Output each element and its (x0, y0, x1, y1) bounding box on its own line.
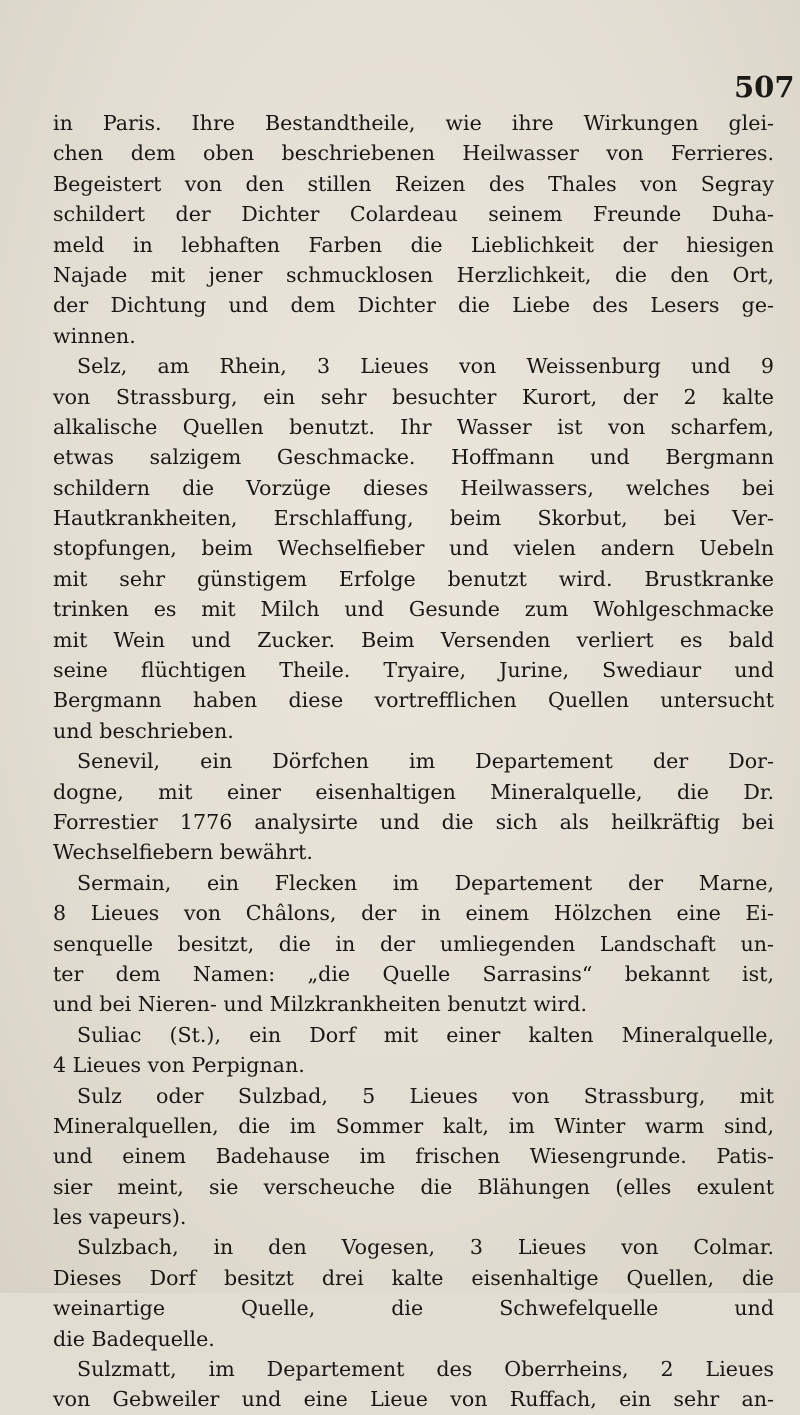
text-line: Begeistert von den stillen Reizen des Thales von Segray (53, 171, 774, 196)
text-line: meld in lebhaften Farben die Lieblichkeit der hiesigen (53, 232, 774, 257)
text-line: der Dichtung und dem Dichter die Liebe des Lesers ge- (53, 293, 774, 318)
text-line: schildert der Dichter Colardeau seinem Freunde Duha- (53, 202, 774, 227)
text-line: Najade mit jener schmucklosen Herzlichkeit, die den Ort, (53, 262, 774, 287)
text-line: die Badequelle. (53, 1326, 215, 1351)
text-line: mit sehr günstigem Erfolge benutzt wird. Brustkranke (53, 566, 774, 591)
text-line: etwas salzigem Geschmacke. Hoffmann und Bergmann (53, 445, 774, 470)
text-line: ter dem Namen: „die Quelle Sarrasins“ bekannt ist, (53, 961, 774, 986)
text-line: Hautkrankheiten, Erschlaffung, beim Skorbut, bei Ver- (53, 506, 774, 531)
text-line: Forrestier 1776 analysirte und die sich als heilkräftig bei (53, 809, 774, 834)
entry-line-sulz: Sulz oder Sulzbad, 5 Lieues von Strassburg, mit (77, 1083, 774, 1108)
text-line: les vapeurs). (53, 1205, 187, 1230)
text-line: und bei Nieren- und Milzkrankheiten benutzt wird. (53, 992, 587, 1017)
entry-line-selz: Selz, am Rhein, 3 Lieues von Weissenburg und 9 (77, 354, 774, 379)
text-line: in Paris. Ihre Bestandtheile, wie ihre Wirkungen glei- (53, 111, 774, 135)
text-line: Wechselfiebern bewährt. (53, 840, 313, 865)
text-line: 4 Lieues von Perpignan. (53, 1053, 305, 1078)
entry-line-sermain: Sermain, ein Flecken im Departement der Marne, (77, 870, 774, 895)
text-line: und einem Badehause im frischen Wiesengrunde. Patis- (53, 1144, 774, 1169)
text-line: sier meint, sie verscheuche die Blähungen (elles exulent (53, 1174, 774, 1199)
text-line: mit Wein und Zucker. Beim Versenden verliert es bald (53, 627, 774, 652)
text-line: 8 Lieues von Châlons, der in einem Hölzchen eine Ei- (53, 901, 774, 926)
text-line: dogne, mit einer eisenhaltigen Mineralquelle, die Dr. (53, 779, 774, 804)
text-line: und beschrieben. (53, 718, 234, 743)
text-line: Mineralquellen, die im Sommer kalt, im Winter warm sind, (53, 1113, 774, 1138)
text-line: schildern die Vorzüge dieses Heilwassers, welches bei (53, 475, 774, 500)
text-line: alkalische Quellen benutzt. Ihr Wasser ist von scharfem, (53, 414, 774, 439)
entry-line-suliac: Suliac (St.), ein Dorf mit einer kalten Mineralquelle, (77, 1022, 774, 1047)
text-line: senquelle besitzt, die in der umliegenden Landschaft un- (53, 931, 774, 956)
text-line: seine flüchtigen Theile. Tryaire, Jurine, Swediaur und (53, 658, 774, 683)
entry-line-sulzmatt: Sulzmatt, im Departement des Oberrheins, 2 Lieues (77, 1357, 774, 1382)
text-line: von Strassburg, ein sehr besuchter Kurort, der 2 kalte (53, 384, 774, 409)
text-line: stopfungen, beim Wechselfieber und vielen andern Uebeln (53, 536, 774, 561)
entry-line-sulzbach: Sulzbach, in den Vogesen, 3 Lieues von Colmar. (77, 1235, 774, 1260)
text-line: winnen. (53, 323, 136, 348)
entry-line-senevil: Senevil, ein Dörfchen im Departement der Dor- (77, 749, 774, 774)
page-number: 507 (734, 70, 795, 104)
body-text (53, 108, 774, 1415)
text-line: trinken es mit Milch und Gesunde zum Wohlgeschmacke (53, 597, 774, 622)
text-line: Bergmann haben diese vortrefflichen Quellen untersucht (53, 688, 774, 713)
text-line: weinartige Quelle, die Schwefelquelle und (53, 1296, 774, 1321)
text-line: chen dem oben beschriebenen Heilwasser von Ferrieres. (53, 141, 774, 166)
text-line: von Gebweiler und eine Lieue von Ruffach, ein sehr an- (53, 1387, 774, 1412)
text-line: Dieses Dorf besitzt drei kalte eisenhaltige Quellen, die (53, 1265, 774, 1290)
